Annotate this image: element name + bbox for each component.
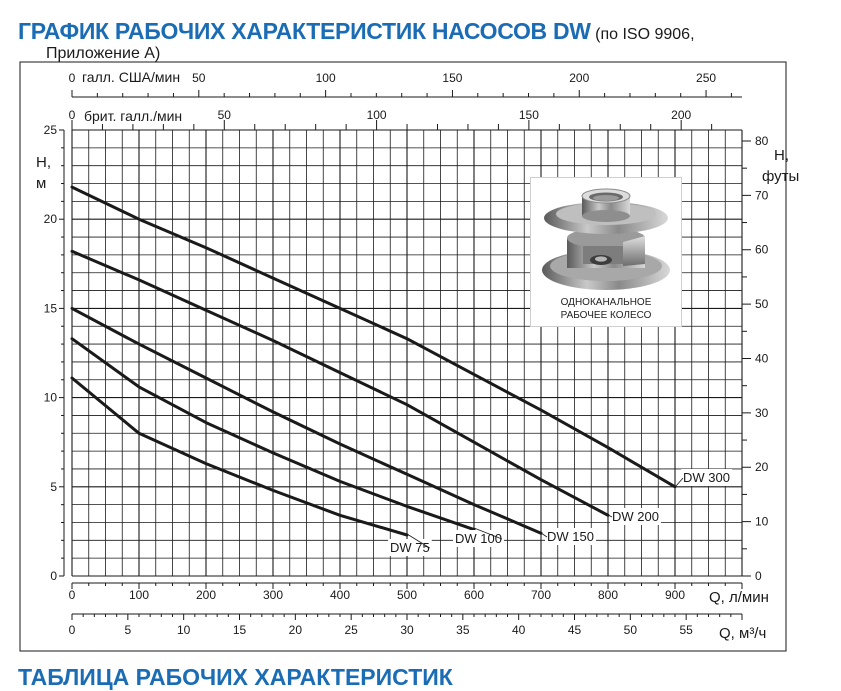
x-tick-label-lpm: 600 xyxy=(463,588,485,602)
outer-frame xyxy=(20,62,786,651)
x-axis-title-us-gal: галл. США/мин xyxy=(82,69,181,85)
performance-table-heading: ТАБЛИЦА РАБОЧИХ ХАРАКТЕРИСТИК xyxy=(18,664,453,690)
x-tick-label-m3h: 5 xyxy=(124,623,132,637)
x-tick-label-lpm: 300 xyxy=(262,588,284,602)
impeller-caption xyxy=(531,296,681,322)
y-tick-label-right: 0 xyxy=(755,569,762,583)
x-tick-label-imp-gal: 50 xyxy=(217,108,231,122)
chart-title-main: ГРАФИК РАБОЧИХ ХАРАКТЕРИСТИК НАСОСОВ DW xyxy=(18,18,591,44)
x-tick-label-m3h: 50 xyxy=(623,623,638,637)
x-tick-label-us-gal: 0 xyxy=(68,71,76,85)
x-tick-label-lpm: 900 xyxy=(664,588,686,602)
chart-frame xyxy=(20,62,786,651)
curve-label-dw-100: DW 100 xyxy=(455,531,502,546)
y-tick-label-left: 20 xyxy=(43,212,57,227)
x-tick-label-us-gal: 100 xyxy=(315,71,336,85)
x-tick-label-m3h: 10 xyxy=(176,623,191,637)
y-tick-label-right: 60 xyxy=(755,242,769,257)
single-channel-impeller-icon xyxy=(537,182,675,294)
y-tick-label-right: 70 xyxy=(755,188,769,203)
x-tick-label-m3h: 0 xyxy=(68,623,76,637)
x-tick-label-lpm: 0 xyxy=(68,588,76,602)
y-axis-title-right: H, xyxy=(774,147,789,164)
chart-labels xyxy=(388,469,732,556)
x-tick-label-lpm: 500 xyxy=(396,588,418,602)
y-tick-label-left: 5 xyxy=(50,479,57,494)
x-tick-label-imp-gal: 100 xyxy=(366,108,387,122)
x-tick-label-m3h: 15 xyxy=(232,623,247,637)
y-axis-title-left: H, xyxy=(36,154,51,171)
curve-label-dw-300: DW 300 xyxy=(683,470,730,485)
x-tick-label-us-gal: 200 xyxy=(569,71,590,85)
curve-label-dw-75: DW 75 xyxy=(390,540,430,555)
chart-title-standard: (по ISO 9906, xyxy=(595,26,695,43)
x-tick-label-lpm: 800 xyxy=(597,588,619,602)
y-tick-label-left: 10 xyxy=(43,390,57,405)
x-tick-label-us-gal: 50 xyxy=(192,71,206,85)
curve-label-dw-200: DW 200 xyxy=(612,509,659,524)
y-tick-label-right: 20 xyxy=(755,460,769,475)
y-tick-label-left: 0 xyxy=(50,569,57,583)
x-tick-label-m3h: 45 xyxy=(567,623,582,637)
x-tick-label-lpm: 700 xyxy=(530,588,552,602)
y-axis-unit-right: футы xyxy=(762,168,800,185)
y-axis-unit-left: м xyxy=(36,175,47,192)
chart-axes xyxy=(36,69,799,642)
x-tick-label-m3h: 35 xyxy=(456,623,470,637)
y-tick-label-right: 80 xyxy=(755,133,769,148)
x-tick-label-lpm: 100 xyxy=(128,588,150,602)
impeller-caption-line1: ОДНОКАНАЛЬНОЕ xyxy=(560,297,652,308)
x-tick-label-us-gal: 150 xyxy=(442,71,463,85)
chart-title-annex: Приложение А) xyxy=(46,45,161,62)
y-tick-label-right: 10 xyxy=(755,514,769,529)
x-tick-label-m3h: 40 xyxy=(511,623,526,637)
y-tick-label-right: 50 xyxy=(755,297,769,312)
y-tick-label-left: 15 xyxy=(43,301,57,316)
curve-label-dw-150: DW 150 xyxy=(547,529,594,544)
x-tick-label-imp-gal: 150 xyxy=(518,108,539,122)
x-tick-label-imp-gal: 200 xyxy=(671,108,692,122)
x-tick-label-m3h: 30 xyxy=(400,623,414,637)
impeller-caption-line2: РАБОЧЕЕ КОЛЕСО xyxy=(560,310,652,321)
y-tick-label-right: 30 xyxy=(755,405,769,420)
x-tick-label-m3h: 25 xyxy=(344,623,358,637)
x-tick-label-m3h: 20 xyxy=(288,623,303,637)
y-tick-label-left: 25 xyxy=(43,123,57,137)
x-axis-title-imp-gal: брит. галл./мин xyxy=(84,108,183,124)
x-tick-label-us-gal: 250 xyxy=(696,71,717,85)
x-tick-label-m3h: 55 xyxy=(679,623,693,637)
x-tick-label-lpm: 200 xyxy=(195,588,217,602)
impeller-inset xyxy=(530,177,682,327)
x-tick-label-imp-gal: 0 xyxy=(68,108,76,122)
y-tick-label-right: 40 xyxy=(755,351,769,366)
x-tick-label-lpm: 400 xyxy=(329,588,351,602)
x-axis-title-m3h: Q, м³/ч xyxy=(719,625,767,642)
x-axis-title-lpm: Q, л/мин xyxy=(709,589,769,606)
